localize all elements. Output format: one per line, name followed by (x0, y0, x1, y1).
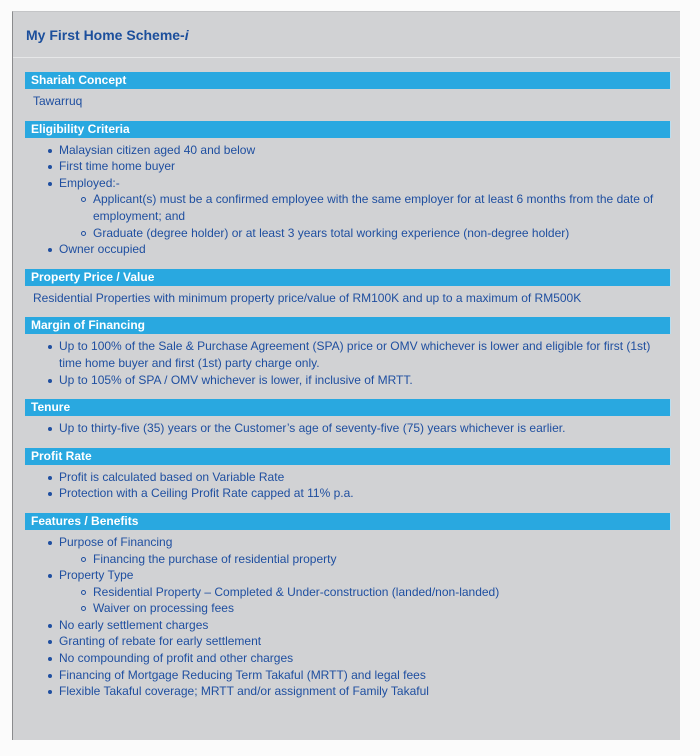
section-margin-of-financing (25, 317, 680, 388)
section-header: Eligibility Criteria (25, 121, 671, 138)
section-header: Tenure (25, 399, 671, 416)
list-item-label: Purpose of Financing (59, 534, 173, 549)
section-property-price (25, 269, 680, 307)
purpose-sublist (59, 551, 680, 568)
list-item: Up to 105% of SPA / OMV whichever is lower, if inclusive of MRTT. (47, 372, 660, 389)
list-item: First time home buyer (47, 158, 680, 175)
list-item: Profit is calculated based on Variable Rate (47, 469, 680, 486)
section-body (25, 416, 680, 437)
shariah-concept-value: Tawarruq (33, 94, 83, 108)
section-header: Shariah Concept (25, 72, 671, 89)
list-item: Malaysian citizen aged 40 and below (47, 142, 680, 159)
tenure-list (25, 420, 680, 437)
list-item (47, 534, 680, 567)
list-item: Flexible Takaful coverage; MRTT and/or assignment of Family Takaful (47, 683, 680, 700)
page-title: My First Home Scheme-i (26, 27, 189, 43)
sections-list (13, 58, 680, 700)
list-item: Granting of rebate for early settlement (47, 633, 680, 650)
section-shariah-concept (25, 72, 680, 110)
section-body (25, 530, 680, 700)
section-eligibility-criteria (25, 121, 680, 258)
employed-sublist (59, 191, 680, 241)
section-body (25, 138, 680, 258)
list-item (47, 567, 680, 617)
sub-list-item: Applicant(s) must be a confirmed employee with the same employer for at least 6 months from the date of employment; and (81, 191, 660, 224)
list-item: Up to thirty-five (35) years or the Customer’s age of seventy-five (75) years whichever is earlier. (47, 420, 680, 437)
section-header: Margin of Financing (25, 317, 671, 334)
list-item: Protection with a Ceiling Profit Rate capped at 11% p.a. (47, 485, 680, 502)
section-header: Property Price / Value (25, 269, 671, 286)
list-item: No early settlement charges (47, 617, 680, 634)
sub-list-item: Waiver on processing fees (81, 600, 680, 617)
product-info-panel (12, 11, 680, 740)
section-features-benefits (25, 513, 680, 700)
section-header: Features / Benefits (25, 513, 671, 530)
section-body (25, 465, 680, 502)
list-item-label: Employed:- (59, 175, 120, 190)
features-list (25, 534, 680, 700)
eligibility-list (25, 142, 680, 258)
property-price-value: Residential Properties with minimum property price/value of RM100K and up to a maximum of RM500K (33, 290, 582, 305)
margin-list (25, 338, 680, 388)
list-item: Owner occupied (47, 241, 680, 258)
section-profit-rate (25, 448, 680, 502)
section-tenure (25, 399, 680, 437)
property-type-sublist (59, 584, 680, 617)
sub-list-item: Financing the purchase of residential property (81, 551, 680, 568)
section-body (25, 286, 680, 307)
list-item: Financing of Mortgage Reducing Term Takaful (MRTT) and legal fees (47, 667, 680, 684)
profit-rate-list (25, 469, 680, 502)
panel-header (13, 12, 680, 58)
list-item: Up to 100% of the Sale & Purchase Agreement (SPA) price or OMV whichever is lower and eligible for first (1st) time home buyer and first (1st) party charge only. (47, 338, 660, 371)
list-item-label: Property Type (59, 568, 134, 583)
sub-list-item: Graduate (degree holder) or at least 3 years total working experience (non-degree holder) (81, 225, 660, 242)
section-body (25, 334, 680, 388)
section-body (25, 89, 680, 110)
sub-list-item: Residential Property – Completed & Under-construction (landed/non-landed) (81, 584, 680, 601)
list-item: No compounding of profit and other charges (47, 650, 680, 667)
section-header: Profit Rate (25, 448, 671, 465)
list-item (47, 175, 680, 241)
